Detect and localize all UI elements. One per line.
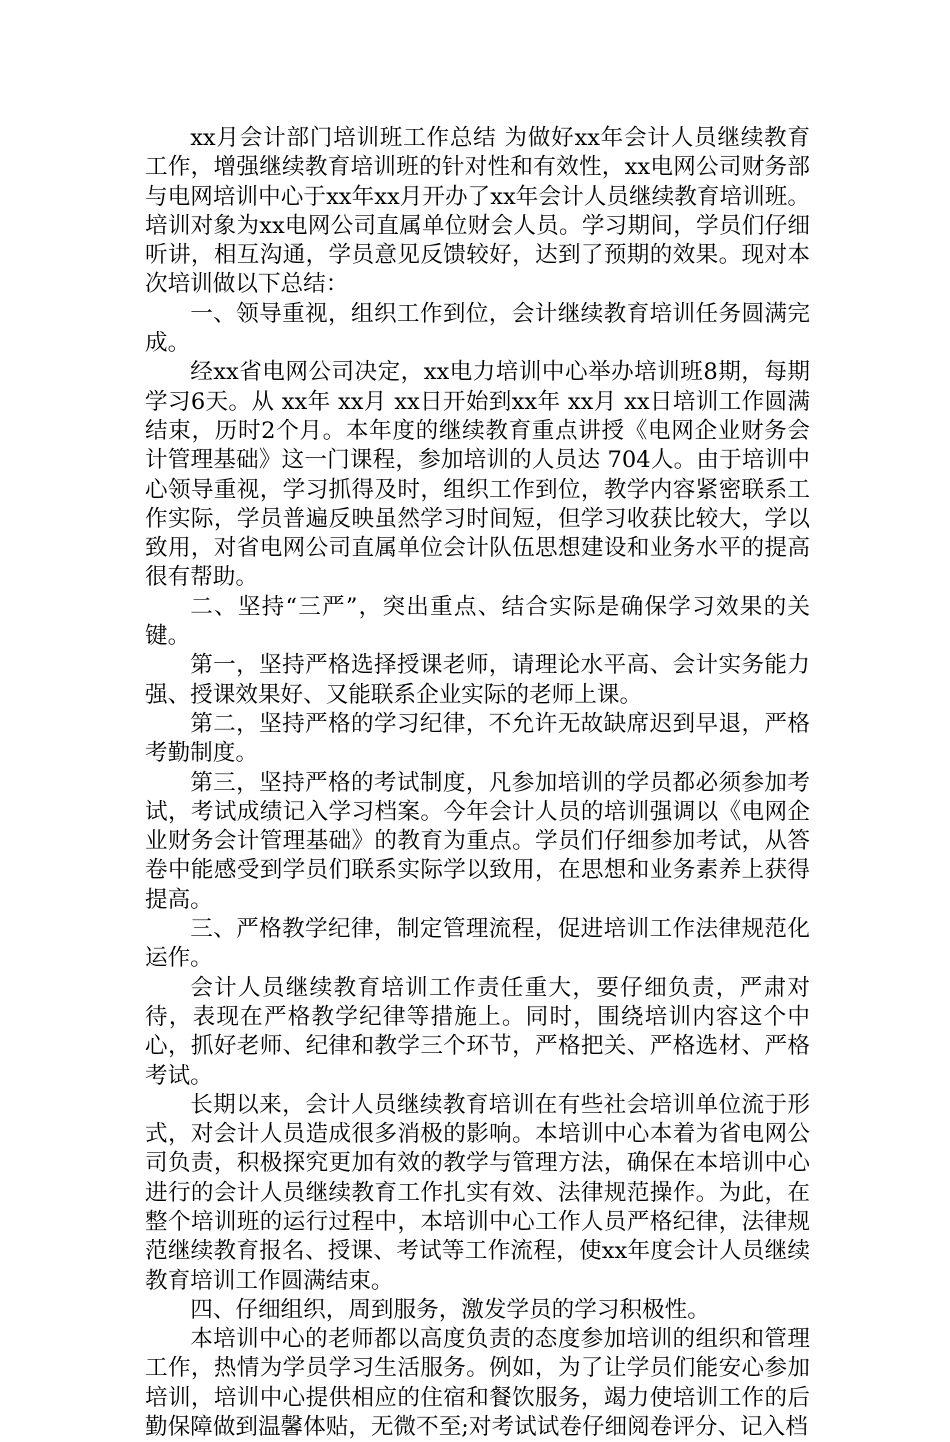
section-heading-1: 一、领导重视，组织工作到位，会计继续教育培训任务圆满完成。 [145, 300, 810, 357]
paragraph-section-3b: 长期以来，会计人员继续教育培训在有些社会培训单位流于形式，对会计人员造成很多消极的影响。本培训中心本着为省电网公司负责，积极探究更加有效的教学与管理方法，确保在本培训中心进行的会计人员继续教育工作扎实有效、法律规范操作。为此，在整个培训班的运行过程中，本培训中心工作人员严格纪律，法律规范继续教育报名、授课、考试等工作流程，使xx年度会计人员继续教育培训工作圆满结束。 [145, 1091, 810, 1294]
paragraph-section-4: 本培训中心的老师都以高度负责的态度参加培训的组织和管理工作，热情为学员学习生活服务。例如，为了让学员们能安心参加培训，培训中心提供相应的住宿和餐饮服务，竭力使培训工作的后勤保障做到温馨体贴，无微不至;对考试试卷仔细阅卷评分、记入档 [145, 1326, 810, 1441]
paragraph-point-3: 第三，坚持严格的考试制度，凡参加培训的学员都必须参加考试，考试成绩记入学习档案。今年会计人员的培训强调以《电网企业财务会计管理基础》的教育为重点。学员们仔细参加考试，从答卷中能感受到学员们联系实际学以致用，在思想和业务素养上获得提高。 [145, 769, 810, 913]
document-body [145, 124, 810, 1442]
paragraph-section-1: 经xx省电网公司决定，xx电力培训中心举办培训班8期，每期学习6天。从 xx年 xx月 xx日开始到xx年 xx月 xx日培训工作圆满结束，历时2个月。本年度的继续教育重点讲授《电网企业财务会计管理基础》这一门课程，参加培训的人员达 704人。由于培训中心领导重视，学习抓得及时，组织工作到位，教学内容紧密联系工作实际，学员普遍反映虽然学习时间短，但学习收获比较大，学以致用，对省电网公司直属单位会计队伍思想建设和业务水平的提高很有帮助。 [145, 359, 810, 591]
paragraph-point-2: 第二，坚持严格的学习纪律，不允许无故缺席迟到早退，严格考勤制度。 [145, 710, 810, 767]
paragraph-point-1: 第一，坚持严格选择授课老师，请理论水平高、会计实务能力强、授课效果好、又能联系企业实际的老师上课。 [145, 652, 810, 708]
section-heading-3: 三、严格教学纪律，制定管理流程，促进培训工作法律规范化运作。 [145, 916, 810, 972]
paragraph-intro: xx月会计部门培训班工作总结 为做好xx年会计人员继续教育工作，增强继续教育培训班的针对性和有效性，xx电网公司财务部与电网培训中心于xx年xx月开办了xx年会计人员继续教育培训班。培训对象为xx电网公司直属单位财会人员。学习期间，学员们仔细听讲，相互沟通，学员意见反馈较好，达到了预期的效果。现对本次培训做以下总结： [145, 125, 810, 298]
section-heading-2: 二、坚持“三严”，突出重点、结合实际是确保学习效果的关键。 [145, 593, 810, 650]
paragraph-section-3a: 会计人员继续教育培训工作责任重大，要仔细负责，严肃对待，表现在严格教学纪律等措施上。同时，围绕培训内容这个中心，抓好老师、纪律和教学三个环节，严格把关、严格选材、严格考试。 [145, 974, 810, 1089]
section-heading-4: 四、仔细组织，周到服务，激发学员的学习积极性。 [190, 1296, 710, 1323]
